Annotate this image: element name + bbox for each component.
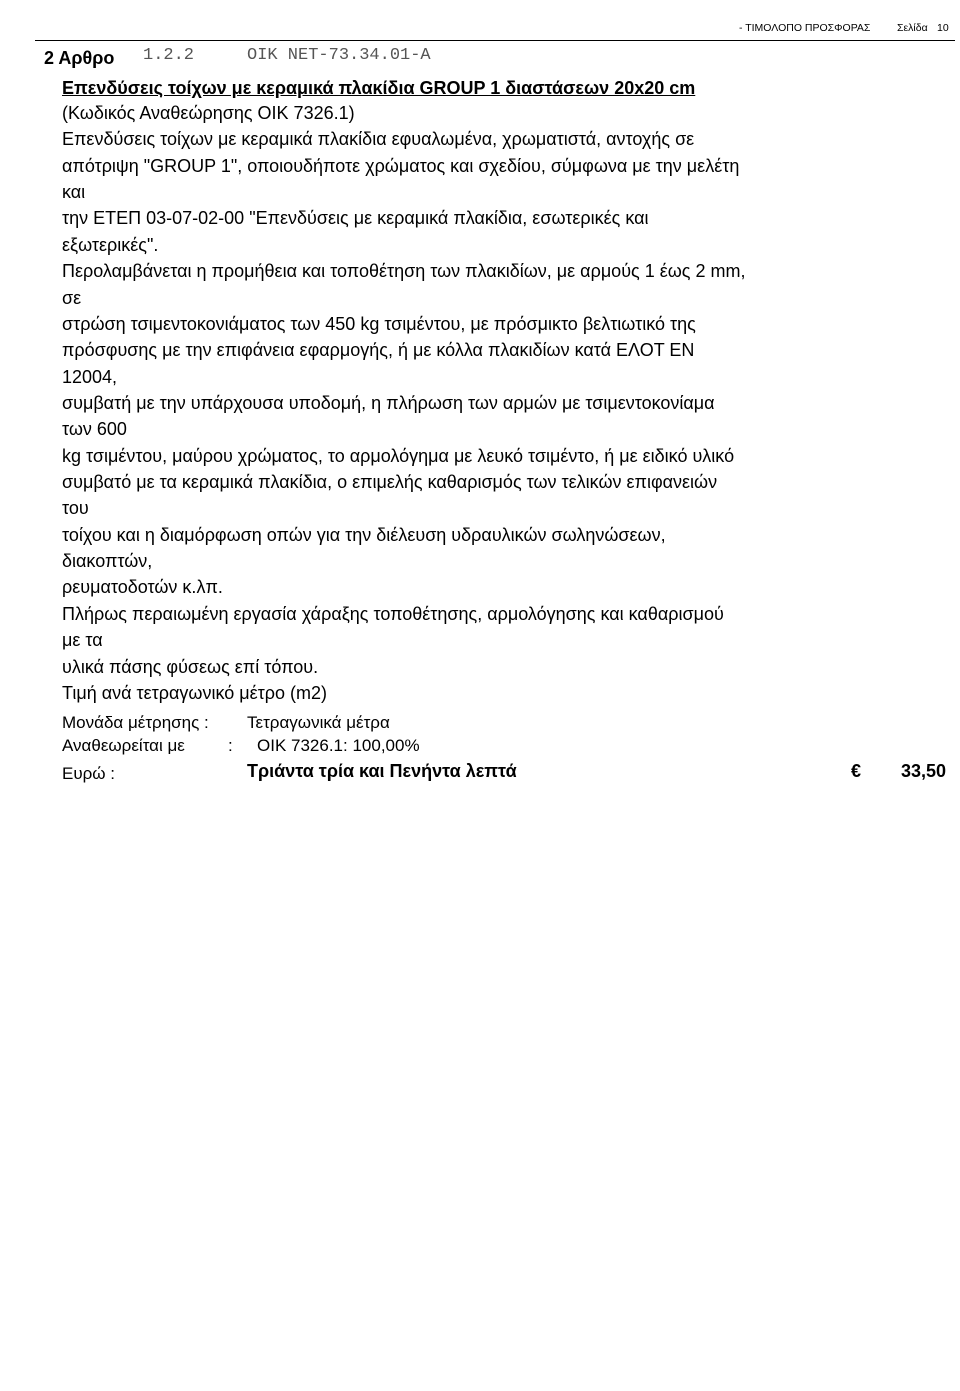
description-line: Περολαμβάνεται η προμήθεια και τοποθέτηση των πλακιδίων, με αρμούς 1 έως 2 mm, bbox=[62, 261, 746, 282]
unit-label: Μονάδα μέτρησης : bbox=[62, 713, 209, 732]
article-label: 2 Αρθρο bbox=[44, 48, 115, 68]
revision-separator: : bbox=[228, 736, 233, 755]
description-line: σε bbox=[62, 287, 82, 308]
document-title: - ΤΙΜΟΛΟΠΟ ΠΡΟΣΦΟΡΑΣ bbox=[739, 22, 871, 34]
description-line: Πλήρως περαιωμένη εργασία χάραξης τοποθέτησης, αρμολόγησης και καθαρισμού bbox=[62, 603, 724, 624]
currency-symbol: € bbox=[851, 761, 862, 781]
description-line: συμβατή με την υπάρχουσα υποδομή, η πλήρωση των αρμών με τσιμεντοκονίαμα bbox=[62, 392, 715, 413]
article-code: ΟΙΚ NET-73.34.01-A bbox=[247, 46, 431, 65]
description-line: εξωτερικές". bbox=[62, 234, 159, 255]
description-line: του bbox=[62, 498, 89, 519]
description-line: διακοπτών, bbox=[62, 551, 153, 572]
article-description bbox=[62, 100, 745, 706]
article-number: 1.2.2 bbox=[143, 46, 195, 65]
description-line: 12004, bbox=[62, 366, 118, 387]
header-rule bbox=[35, 40, 955, 41]
description-line: την ΕΤΕΠ 03-07-02-00 "Επενδύσεις με κεραμικά πλακίδια, εσωτερικές και bbox=[62, 208, 649, 229]
description-line: Επενδύσεις τοίχων με κεραμικά πλακίδια εφυαλωμένα, χρωματιστά, αντοχής σε bbox=[62, 129, 695, 150]
description-line: με τα bbox=[62, 630, 103, 651]
description-line: και bbox=[62, 182, 86, 203]
revision-value: ΟΙΚ 7326.1: 100,00% bbox=[257, 736, 420, 755]
price-amount: 33,50 bbox=[900, 761, 946, 781]
description-line: των 600 bbox=[62, 419, 127, 440]
page-number: 10 bbox=[937, 22, 949, 34]
description-line: πρόσφυσης με την επιφάνεια εφαρμογής, ή με κόλλα πλακιδίων κατά ΕΛΟΤ ΕΝ bbox=[62, 340, 695, 361]
description-line: (Κωδικός Αναθεώρησης ΟΙΚ 7326.1) bbox=[62, 103, 355, 123]
revision-label: Αναθεωρείται με bbox=[62, 736, 185, 755]
description-line: στρώση τσιμεντοκονιάματος των 450 kg τσιμέντου, με πρόσμικτο βελτιωτικό της bbox=[62, 313, 696, 334]
description-line: ρευματοδοτών κ.λπ. bbox=[62, 577, 223, 598]
description-line: τοίχου και η διαμόρφωση οπών για την διέλευση υδραυλικών σωληνώσεων, bbox=[62, 524, 666, 545]
description-line: Τιμή ανά τετραγωνικό μέτρο (m2) bbox=[62, 682, 328, 703]
description-line: υλικά πάσης φύσεως επί τόπου. bbox=[62, 656, 319, 677]
price-label: Ευρώ : bbox=[62, 764, 116, 783]
price-in-words: Τριάντα τρία και Πενήντα λεπτά bbox=[247, 761, 517, 781]
description-line: απότριψη "GROUP 1", οποιουδήποτε χρώματος και σχεδίου, σύμφωνα με την μελέτη bbox=[62, 155, 740, 176]
description-line: συμβατό με τα κεραμικά πλακίδια, ο επιμελής καθαρισμός των τελικών επιφανειών bbox=[62, 472, 718, 493]
page-label: Σελίδα bbox=[897, 22, 928, 34]
article-title: Επενδύσεις τοίχων με κεραμικά πλακίδια GROUP 1 διαστάσεων 20x20 cm bbox=[62, 78, 696, 98]
unit-value: Τετραγωνικά μέτρα bbox=[247, 713, 390, 732]
description-line: kg τσιμέντου, μαύρου χρώματος, το αρμολόγημα με λευκό τσιμέντο, ή με ειδικό υλικό bbox=[62, 445, 735, 466]
